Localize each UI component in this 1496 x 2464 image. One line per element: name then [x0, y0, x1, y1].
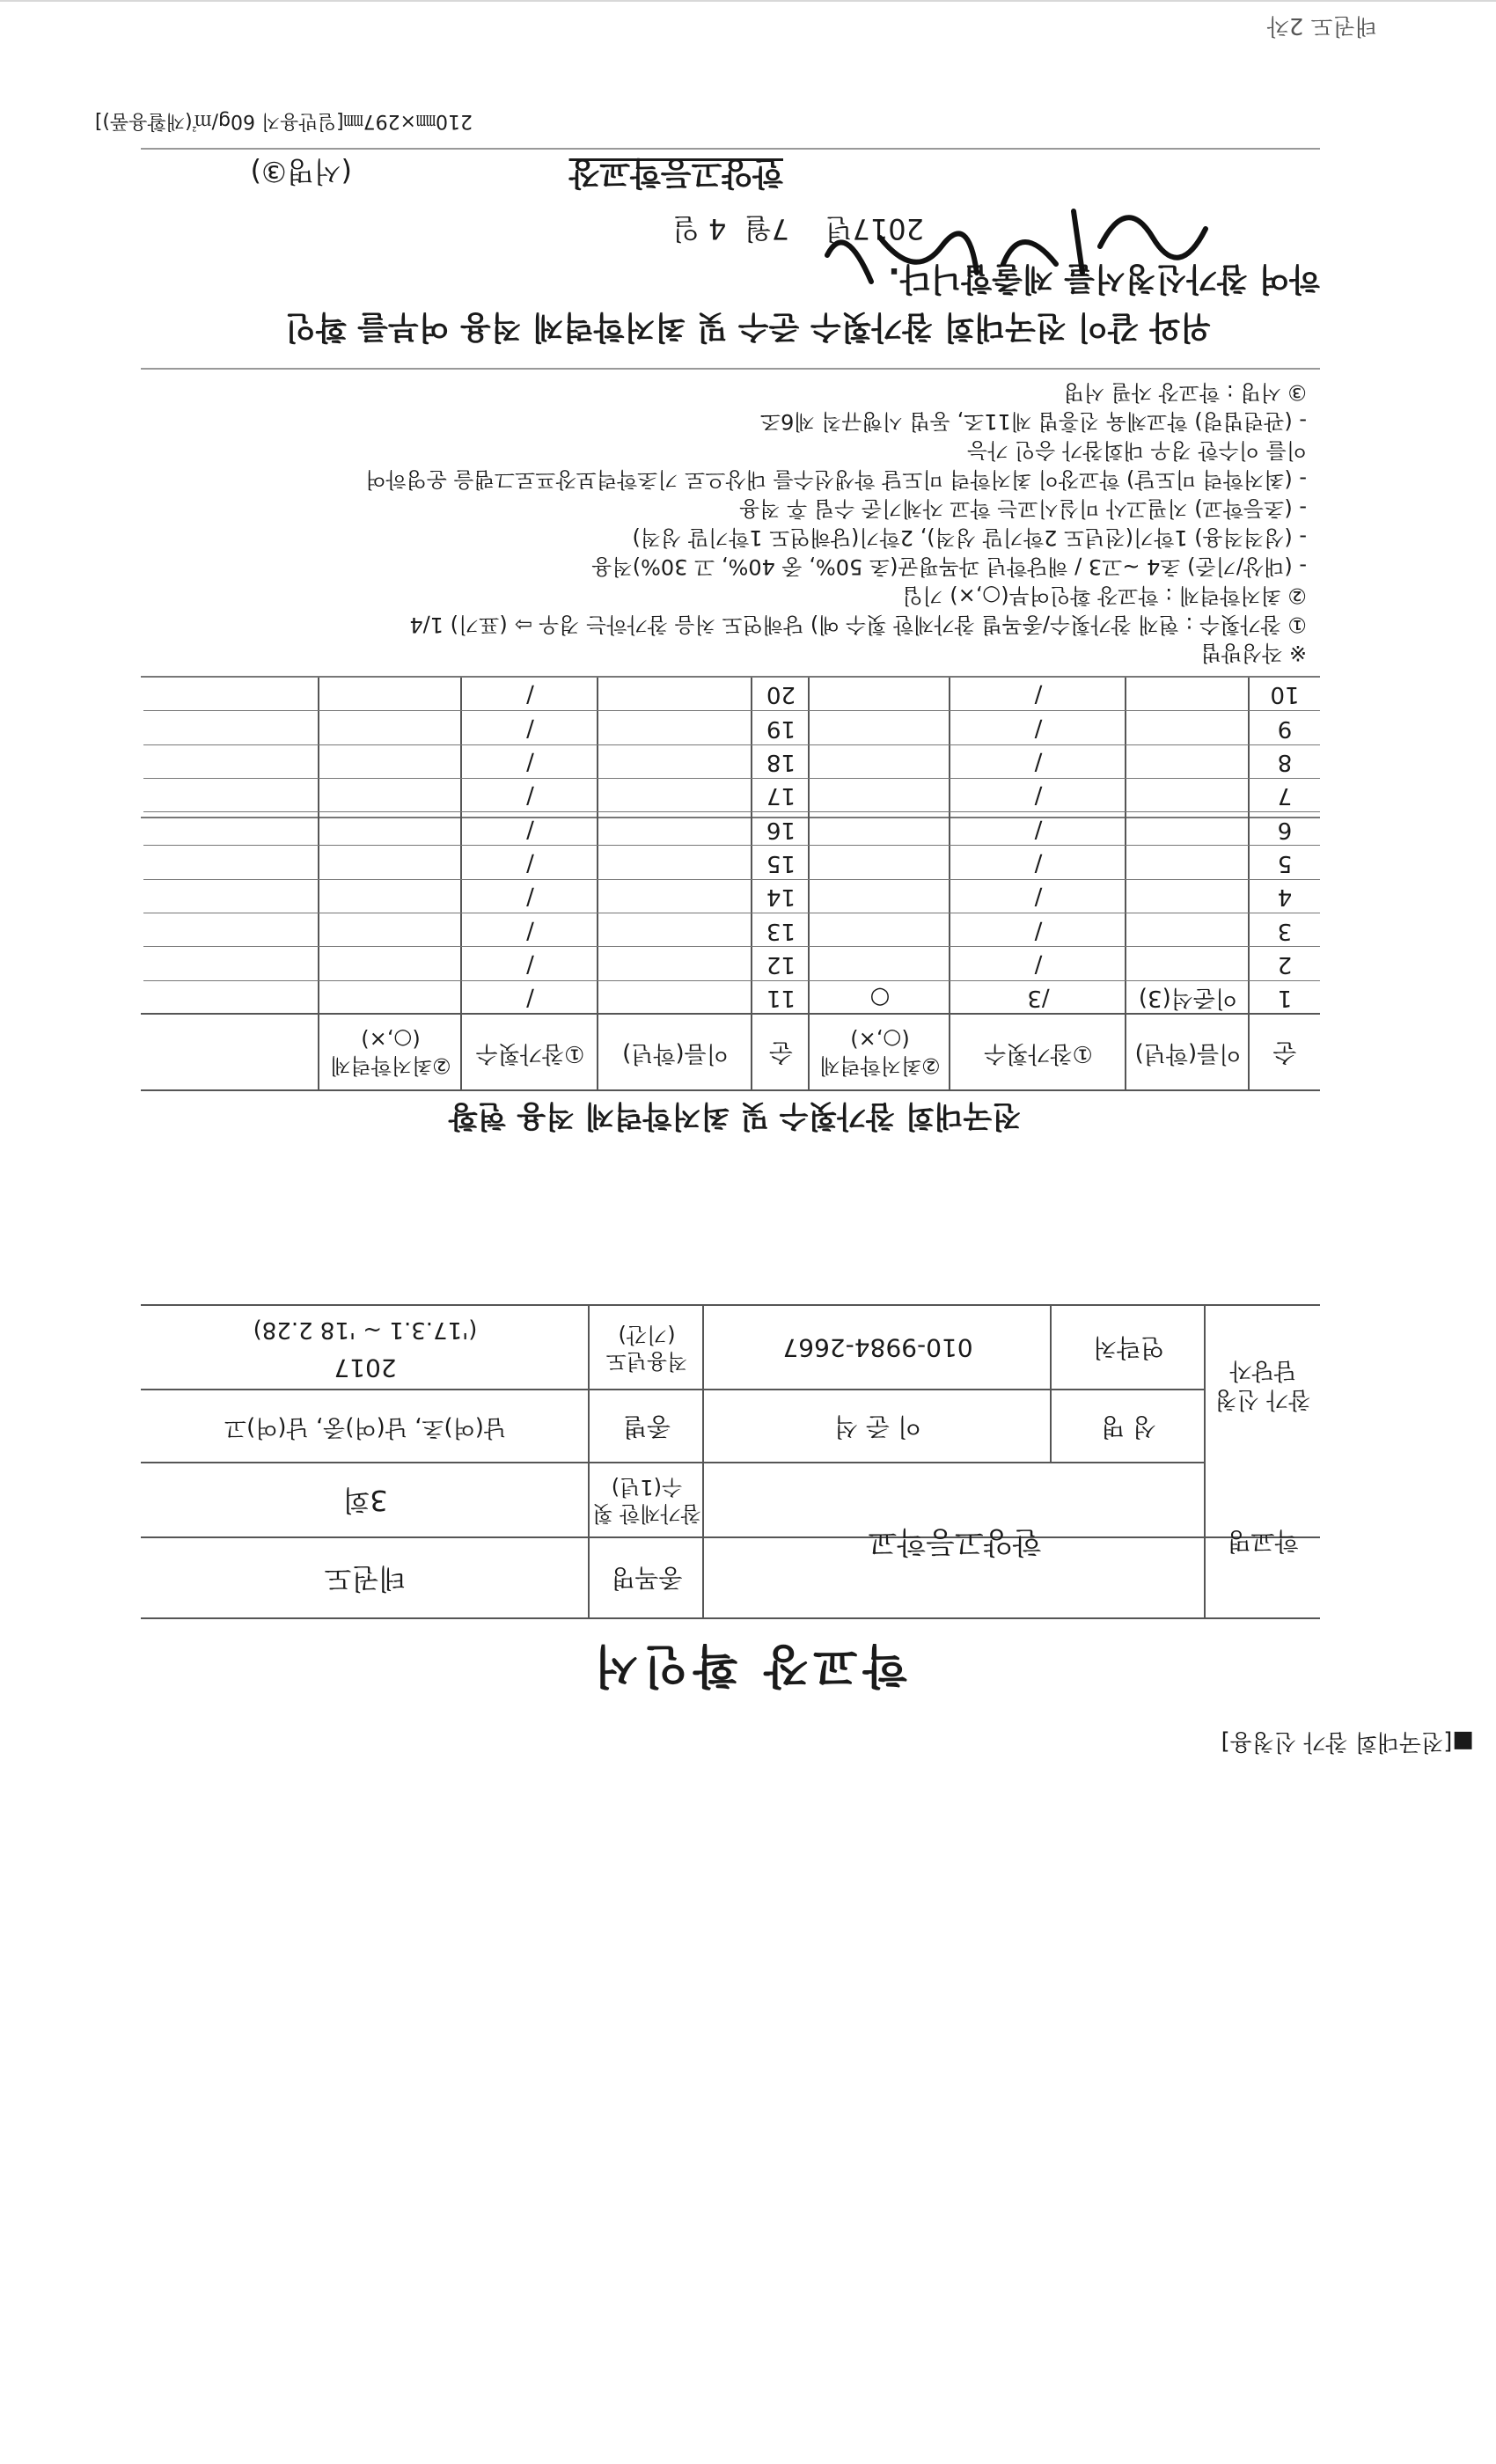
row-5-name	[1126, 847, 1250, 880]
row-4-count: /	[1034, 884, 1043, 911]
row-13-count: /	[526, 917, 534, 944]
row-8-name	[1126, 745, 1250, 779]
row-8-min	[810, 745, 950, 779]
row-16-no: 16	[766, 816, 796, 843]
row-18-no: 18	[766, 749, 796, 776]
row-1-no: 1	[1277, 985, 1293, 1012]
row-8-no: 8	[1277, 749, 1293, 776]
row-4-no: 4	[1277, 884, 1293, 911]
closing-statement-2: 하여 참가신청서를 제출합니다.	[888, 260, 1320, 297]
instructions-heading: ※ 작성방법	[1200, 641, 1307, 665]
row-16-min	[319, 812, 462, 846]
row-18-count: /	[526, 749, 534, 776]
instruction-line: - (성적적용) 1학기(전년도 2학기말 성적), 2학기(당해연도 1학기말 성적)	[632, 525, 1307, 550]
row-9-no: 9	[1277, 715, 1293, 742]
row-4-name	[1126, 880, 1250, 913]
row-10-count: /	[1034, 681, 1043, 708]
row-17-min	[319, 779, 462, 812]
row-14-name	[598, 880, 752, 913]
contact-value: 010-9984-2667	[782, 1333, 973, 1363]
row-6-name	[1126, 812, 1250, 846]
row-12-no: 12	[766, 950, 796, 978]
instruction-line: - (관련법령) 학교체육 진흥법 제11조, 동법 시행규칙 제6조	[759, 409, 1307, 434]
row-11-count: /	[526, 985, 534, 1012]
row-11-no: 11	[766, 985, 796, 1012]
paper-spec: 210㎜×297㎜[일반용지 60g/㎡(재활용품)]	[94, 110, 473, 132]
closing-statement-1: 위와 같이 전국대회 참가횟수 준수 및 최저학력제 적용 여부를 확인	[285, 309, 1211, 345]
row-18-name	[598, 745, 752, 779]
row-19-no: 19	[766, 715, 796, 742]
row-8-count: /	[1034, 749, 1043, 776]
row-13-name	[598, 913, 752, 947]
row-1-name: 이준석(3)	[1138, 985, 1238, 1012]
row-3-min	[810, 913, 950, 947]
row-2-count: /	[1034, 950, 1043, 978]
school-principal: 한양고등학교장	[568, 155, 783, 191]
school-name: 한양고등학교	[868, 1523, 1042, 1559]
instruction-line: - (대상/기준) 초4 ~고3 / 해당학년 과목평균(초 50%, 중 40%, 고 30%)적용	[591, 554, 1307, 579]
sport-label: 종목명	[611, 1564, 683, 1594]
row-3-no: 3	[1277, 917, 1293, 944]
row-20-count: /	[526, 681, 534, 708]
form-type-label: ■[전국대회 참가 신청용]	[1221, 1728, 1474, 1755]
row-6-no: 6	[1277, 816, 1293, 843]
row-13-no: 13	[766, 917, 796, 944]
row-13-min	[319, 913, 462, 947]
row-5-no: 5	[1277, 849, 1293, 876]
row-2-min	[810, 947, 950, 980]
row-9-min	[810, 711, 950, 744]
row-10-name	[1126, 678, 1250, 711]
row-19-min	[319, 711, 462, 744]
header-no-left: 순	[1272, 1038, 1297, 1067]
row-12-min	[319, 947, 462, 980]
row-9-name	[1126, 711, 1250, 744]
name-value: 이 준 석	[834, 1412, 921, 1441]
row-9-count: /	[1034, 715, 1043, 742]
period-year: 2017	[334, 1353, 397, 1383]
header-no-right: 순	[768, 1038, 794, 1067]
row-2-no: 2	[1277, 950, 1293, 978]
instruction-line: ② 최저학력제 : 학교장 확인여부(○,×) 기입	[902, 583, 1307, 608]
header-name-left: 이름(학년)	[1134, 1039, 1242, 1067]
row-6-count: /	[1034, 816, 1043, 843]
row-17-no: 17	[766, 782, 796, 810]
row-1-count: /3	[1027, 985, 1050, 1012]
gender-label: 종별	[622, 1412, 671, 1441]
row-15-no: 15	[766, 849, 796, 876]
row-17-count: /	[526, 782, 534, 810]
principal-signature	[810, 194, 1232, 299]
page-title: 학교장 확인서	[589, 1639, 907, 1691]
row-19-count: /	[526, 715, 534, 742]
row-12-count: /	[526, 950, 534, 978]
header-count-right: ①참가횟수	[475, 1039, 585, 1067]
handwritten-note: 태권도 2차	[1266, 12, 1377, 39]
row-20-name	[598, 678, 752, 711]
row-20-min	[319, 678, 462, 711]
row-7-no: 7	[1277, 782, 1293, 810]
row-11-min	[319, 981, 462, 1015]
row-10-no: 10	[1270, 681, 1300, 708]
instruction-line: 이를 이수한 경우 대회참가 승인 가능	[967, 438, 1307, 463]
instruction-line: - (초등학교) 지필고사 미실시교는 학교 자체기준 수립 후 적용	[739, 496, 1307, 521]
instruction-line: - (최저학력 미도달) 학교장이 최저학력 미도달 학생선수를 대상으로 기초학력보장프로그램을 운영하여	[365, 467, 1307, 492]
status-table-title: 전국대회 참가횟수 및 최저학력제 적용 현황	[448, 1098, 1022, 1133]
row-7-count: /	[1034, 782, 1043, 810]
row-14-count: /	[526, 884, 534, 911]
row-3-count: /	[1034, 917, 1043, 944]
row-7-min	[810, 779, 950, 812]
row-7-name	[1126, 779, 1250, 812]
date-line: 2017년 7월 4 일	[671, 212, 924, 246]
period-label: 적용년도 (기간)	[605, 1323, 688, 1374]
row-3-name	[1126, 913, 1250, 947]
row-19-name	[598, 711, 752, 744]
name-label: 성 명	[1101, 1412, 1156, 1441]
row-15-count: /	[526, 849, 534, 876]
row-20-no: 20	[766, 681, 796, 708]
gender-value: 남(여)초, 남(여)중, 남(여)고	[224, 1413, 506, 1441]
row-6-min	[810, 812, 950, 846]
row-1-min: ○	[869, 985, 891, 1012]
count-value: 3회	[342, 1484, 388, 1518]
row-11-name	[598, 981, 752, 1015]
header-min-left: ②최저학력제 (○,×)	[819, 1027, 941, 1079]
header-name-right: 이름(학년)	[622, 1039, 729, 1067]
row-2-name	[1126, 947, 1250, 980]
row-10-min	[810, 678, 950, 711]
row-14-min	[319, 880, 462, 913]
row-15-name	[598, 847, 752, 880]
row-4-min	[810, 880, 950, 913]
row-5-min	[810, 847, 950, 880]
row-17-name	[598, 779, 752, 812]
row-18-min	[319, 745, 462, 779]
instruction-line: ③ 서명 : 학교장 자필 서명	[1063, 380, 1307, 405]
sport-value: 테권도	[324, 1562, 407, 1595]
contact-label: 연락처	[1092, 1333, 1165, 1363]
row-5-count: /	[1034, 849, 1043, 876]
seal-label: (서명③)	[250, 155, 352, 188]
row-15-min	[319, 847, 462, 880]
row-16-count: /	[526, 816, 534, 843]
row-16-name	[598, 812, 752, 846]
period-range: ('17.3.1 ~ '18 2.28)	[253, 1316, 478, 1344]
header-count-left: ①참가횟수	[984, 1039, 1093, 1067]
header-min-right: ②최저학력제 (○,×)	[330, 1027, 451, 1079]
row-14-no: 14	[766, 884, 796, 911]
row-12-name	[598, 947, 752, 980]
applicant-label: 참가 신청 담당자	[1214, 1357, 1311, 1412]
instruction-line: ① 참가횟수 : 현재 참가횟수/종목별 참가제한 횟수 예) 당해연도 처음 참가하는 경우 ⇨ (표기) 1/4	[409, 612, 1307, 637]
count-label: 참가제한 횟수(1년)	[592, 1475, 701, 1527]
school-label: 학교명	[1227, 1527, 1299, 1556]
